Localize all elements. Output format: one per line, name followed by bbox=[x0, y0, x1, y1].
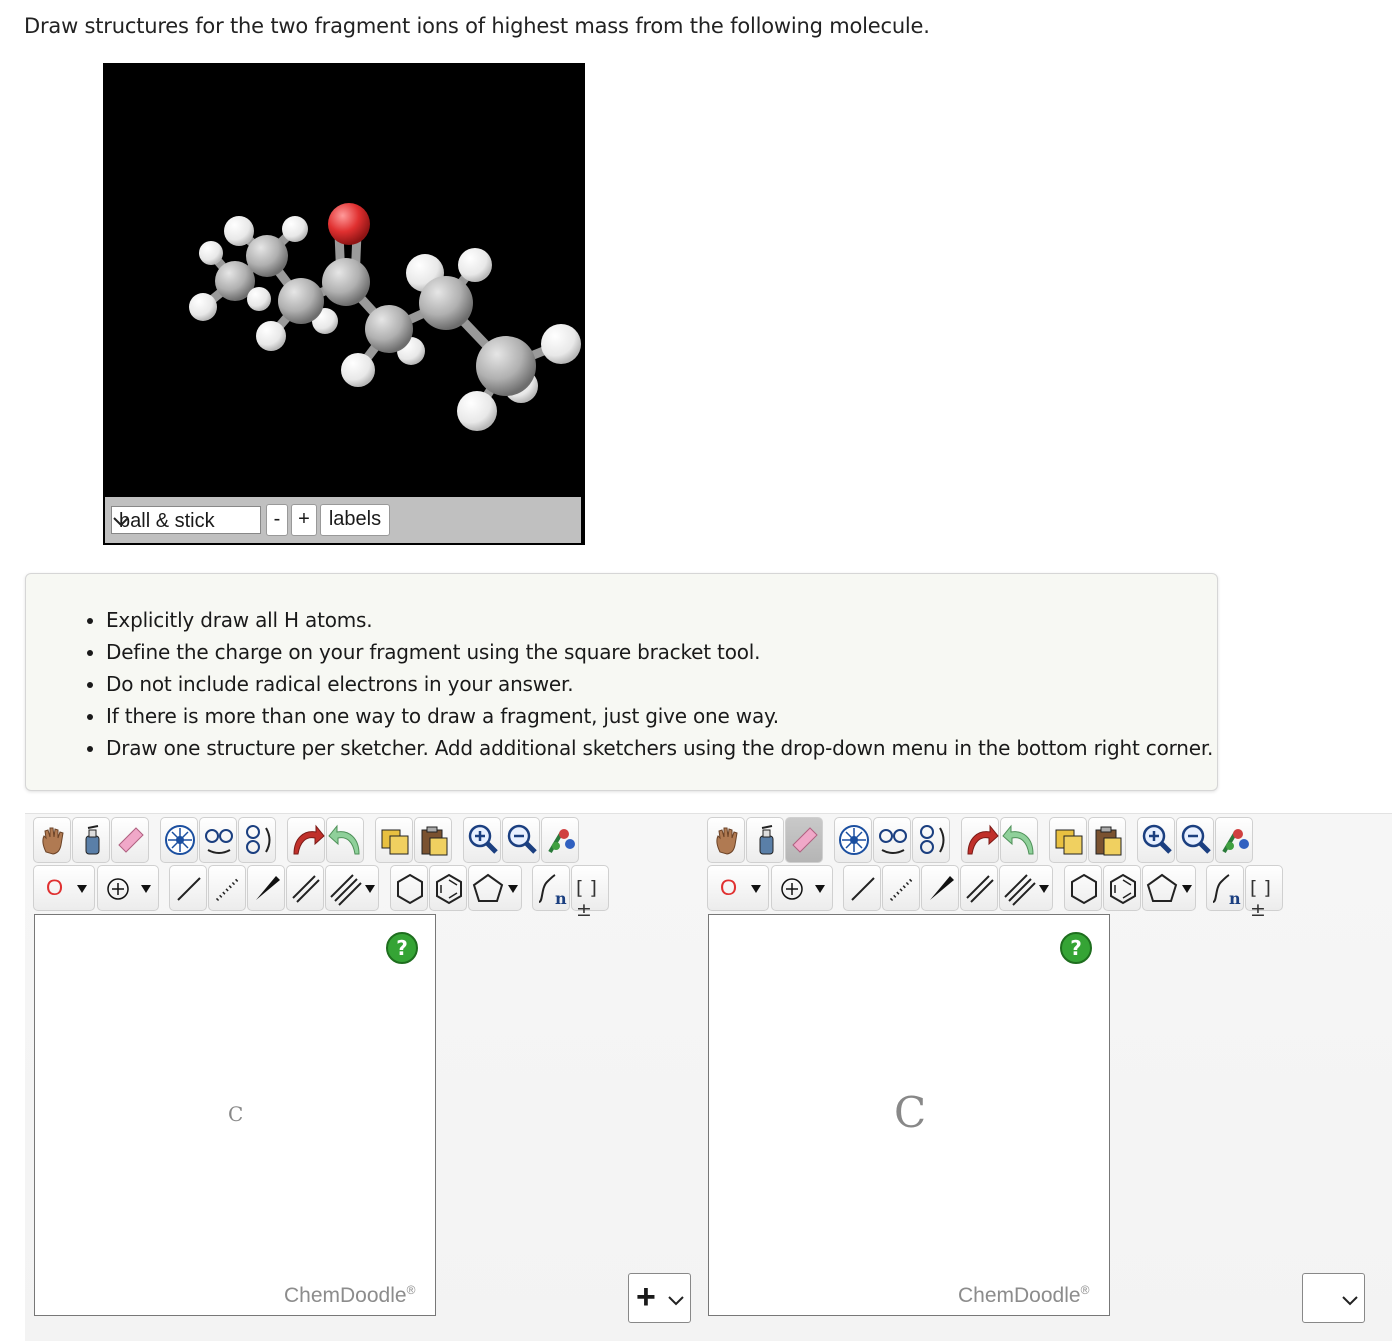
redo-button[interactable] bbox=[1000, 817, 1038, 863]
redo-icon bbox=[327, 818, 365, 864]
viewer-controls bbox=[105, 497, 581, 543]
copy-button[interactable] bbox=[1049, 817, 1087, 863]
sketcher-2 bbox=[699, 814, 1299, 1341]
molecule-model[interactable] bbox=[103, 63, 585, 493]
wedge-bond-button[interactable] bbox=[247, 865, 285, 911]
double-bond-icon bbox=[287, 866, 325, 912]
template-bottle-button[interactable] bbox=[72, 817, 110, 863]
copy-icon bbox=[1050, 818, 1088, 864]
eraser-icon bbox=[786, 818, 824, 864]
zoom-out-icon bbox=[503, 818, 541, 864]
zoom-in-icon bbox=[464, 818, 502, 864]
molecule-viewer[interactable] bbox=[103, 63, 585, 545]
single-bond-button[interactable] bbox=[169, 865, 207, 911]
instruction-item: • Do not include radical electrons in your answer. bbox=[106, 668, 1217, 700]
eraser-button[interactable] bbox=[111, 817, 149, 863]
wedge-bond-button[interactable] bbox=[921, 865, 959, 911]
double-bond-button[interactable] bbox=[286, 865, 324, 911]
hand-tool-icon bbox=[708, 818, 746, 864]
flip-horizontal-button[interactable] bbox=[873, 817, 911, 863]
dropdown-arrow-icon bbox=[814, 884, 826, 894]
flip-vertical-icon bbox=[239, 818, 277, 864]
bracket-charge-label: [ ]± bbox=[576, 877, 597, 921]
repeat-unit-icon bbox=[533, 866, 571, 912]
repeat-unit-button[interactable] bbox=[532, 865, 570, 911]
zoom-out-button[interactable] bbox=[502, 817, 540, 863]
chevron-down-icon bbox=[667, 1291, 685, 1309]
brand-name: ChemDoodle bbox=[284, 1284, 407, 1307]
zoom-in-button[interactable] bbox=[463, 817, 501, 863]
charge-dropdown[interactable] bbox=[771, 865, 833, 911]
center-icon bbox=[835, 818, 873, 864]
sketcher-canvas[interactable] bbox=[34, 914, 436, 1316]
svg-text:n: n bbox=[555, 889, 567, 908]
single-bond-icon bbox=[170, 866, 208, 912]
repeat-unit-icon bbox=[1207, 866, 1245, 912]
copy-button[interactable] bbox=[375, 817, 413, 863]
dropdown-arrow-icon bbox=[140, 884, 152, 894]
dropdown-arrow-icon bbox=[1181, 884, 1193, 894]
double-bond-button[interactable] bbox=[960, 865, 998, 911]
flip-vertical-icon bbox=[913, 818, 951, 864]
help-button[interactable]: ? bbox=[386, 932, 418, 964]
paste-button[interactable] bbox=[1088, 817, 1126, 863]
hashed-bond-icon bbox=[209, 866, 247, 912]
triple-bond-icon bbox=[1000, 866, 1038, 912]
flip-vertical-button[interactable] bbox=[238, 817, 276, 863]
benzene-ring-icon bbox=[1104, 866, 1142, 912]
zoom-out-icon bbox=[1177, 818, 1215, 864]
undo-button[interactable] bbox=[287, 817, 325, 863]
zoom-minus-button[interactable]: - bbox=[266, 504, 288, 536]
single-bond-button[interactable] bbox=[843, 865, 881, 911]
render-style-select[interactable] bbox=[111, 506, 261, 534]
eraser-button[interactable] bbox=[785, 817, 823, 863]
zoom-in-button[interactable] bbox=[1137, 817, 1175, 863]
canvas-carbon-atom[interactable]: C bbox=[894, 1088, 927, 1137]
redo-button[interactable] bbox=[326, 817, 364, 863]
chevron-down-icon bbox=[1341, 1291, 1359, 1309]
clean-icon bbox=[542, 818, 580, 864]
template-bottle-button[interactable] bbox=[746, 817, 784, 863]
charge-bracket-button[interactable] bbox=[1245, 865, 1283, 921]
single-bond-icon bbox=[844, 866, 882, 912]
flip-horizontal-icon bbox=[200, 818, 238, 864]
cyclohexane-button[interactable] bbox=[1064, 865, 1102, 911]
add-sketcher-label: + bbox=[636, 1278, 656, 1316]
instruction-item: • Explicitly draw all H atoms. bbox=[106, 604, 1217, 636]
sketcher-1 bbox=[25, 814, 625, 1341]
atom-label-dropdown[interactable] bbox=[707, 865, 769, 911]
benzene-ring-icon bbox=[430, 866, 468, 912]
clean-icon bbox=[1216, 818, 1254, 864]
ring-dropdown[interactable] bbox=[468, 865, 522, 911]
add-sketcher-dropdown[interactable] bbox=[628, 1273, 691, 1323]
copy-icon bbox=[376, 818, 414, 864]
undo-icon bbox=[962, 818, 1000, 864]
hand-tool-button[interactable] bbox=[707, 817, 745, 863]
instruction-item: • Define the charge on your fragment using the square bracket tool. bbox=[106, 636, 1217, 668]
paste-icon bbox=[1089, 818, 1127, 864]
undo-icon bbox=[288, 818, 326, 864]
bottle-tool-icon bbox=[73, 818, 111, 864]
atom-symbol: O bbox=[720, 875, 738, 900]
triple-bond-dropdown[interactable] bbox=[999, 865, 1053, 911]
sketcher-canvas[interactable] bbox=[708, 914, 1110, 1316]
dropdown-arrow-icon bbox=[76, 884, 88, 894]
zoom-out-button[interactable] bbox=[1176, 817, 1214, 863]
cyclohexane-button[interactable] bbox=[390, 865, 428, 911]
hashed-bond-icon bbox=[883, 866, 921, 912]
sketcher-options-dropdown[interactable] bbox=[1302, 1273, 1365, 1323]
charge-plus-icon bbox=[106, 877, 130, 901]
flip-horizontal-icon bbox=[874, 818, 912, 864]
hexagon-ring-icon bbox=[1065, 866, 1103, 912]
undo-button[interactable] bbox=[961, 817, 999, 863]
labels-button[interactable]: labels bbox=[320, 504, 390, 536]
dropdown-arrow-icon bbox=[507, 884, 519, 894]
center-button[interactable] bbox=[834, 817, 872, 863]
redo-icon bbox=[1001, 818, 1039, 864]
canvas-carbon-atom[interactable]: C bbox=[228, 1102, 244, 1126]
charge-bracket-button[interactable] bbox=[571, 865, 609, 921]
atom-label-dropdown[interactable] bbox=[33, 865, 95, 911]
hand-tool-button[interactable] bbox=[33, 817, 71, 863]
center-icon bbox=[161, 818, 199, 864]
instructions-list bbox=[26, 574, 1217, 764]
wedge-bond-icon bbox=[922, 866, 960, 912]
hand-tool-icon bbox=[34, 818, 72, 864]
triple-bond-dropdown[interactable] bbox=[325, 865, 379, 911]
svg-text:n: n bbox=[1229, 889, 1241, 908]
help-button[interactable]: ? bbox=[1060, 932, 1092, 964]
ring-dropdown[interactable] bbox=[1142, 865, 1196, 911]
brand-mark: ® bbox=[406, 1283, 416, 1297]
chemdoodle-brand bbox=[284, 1283, 415, 1308]
flip-vertical-button[interactable] bbox=[912, 817, 950, 863]
bottle-tool-icon bbox=[747, 818, 785, 864]
benzene-button[interactable] bbox=[1103, 865, 1141, 911]
eraser-icon bbox=[112, 818, 150, 864]
instructions-box bbox=[25, 573, 1218, 791]
zoom-in-icon bbox=[1138, 818, 1176, 864]
atom-symbol: O bbox=[46, 875, 64, 900]
zoom-plus-button[interactable]: + bbox=[291, 504, 317, 536]
double-bond-icon bbox=[961, 866, 999, 912]
charge-dropdown[interactable] bbox=[97, 865, 159, 911]
sketcher-area bbox=[25, 813, 1392, 1341]
paste-icon bbox=[415, 818, 453, 864]
hashed-bond-button[interactable] bbox=[882, 865, 920, 911]
instruction-item: • Draw one structure per sketcher. Add additional sketchers using the drop-down menu in the bottom right corner. bbox=[106, 732, 1217, 764]
clean-button[interactable] bbox=[1215, 817, 1253, 863]
chevron-down-icon bbox=[112, 512, 130, 530]
render-style-value: ball & stick bbox=[119, 510, 215, 532]
brand-mark: ® bbox=[1080, 1283, 1090, 1297]
instruction-item: • If there is more than one way to draw a fragment, just give one way. bbox=[106, 700, 1217, 732]
question-text: Draw structures for the two fragment ions of highest mass from the following molecule. bbox=[24, 14, 930, 38]
repeat-unit-button[interactable] bbox=[1206, 865, 1244, 911]
hashed-bond-button[interactable] bbox=[208, 865, 246, 911]
clean-button[interactable] bbox=[541, 817, 579, 863]
benzene-button[interactable] bbox=[429, 865, 467, 911]
hexagon-ring-icon bbox=[391, 866, 429, 912]
center-button[interactable] bbox=[160, 817, 198, 863]
dropdown-arrow-icon bbox=[750, 884, 762, 894]
dropdown-arrow-icon bbox=[364, 884, 376, 894]
brand-name: ChemDoodle bbox=[958, 1284, 1081, 1307]
pentagon-ring-icon bbox=[469, 866, 507, 912]
flip-horizontal-button[interactable] bbox=[199, 817, 237, 863]
chemdoodle-brand bbox=[958, 1283, 1089, 1308]
pentagon-ring-icon bbox=[1143, 866, 1181, 912]
bracket-charge-label: [ ]± bbox=[1250, 877, 1271, 921]
triple-bond-icon bbox=[326, 866, 364, 912]
paste-button[interactable] bbox=[414, 817, 452, 863]
charge-plus-icon bbox=[780, 877, 804, 901]
dropdown-arrow-icon bbox=[1038, 884, 1050, 894]
wedge-bond-icon bbox=[248, 866, 286, 912]
